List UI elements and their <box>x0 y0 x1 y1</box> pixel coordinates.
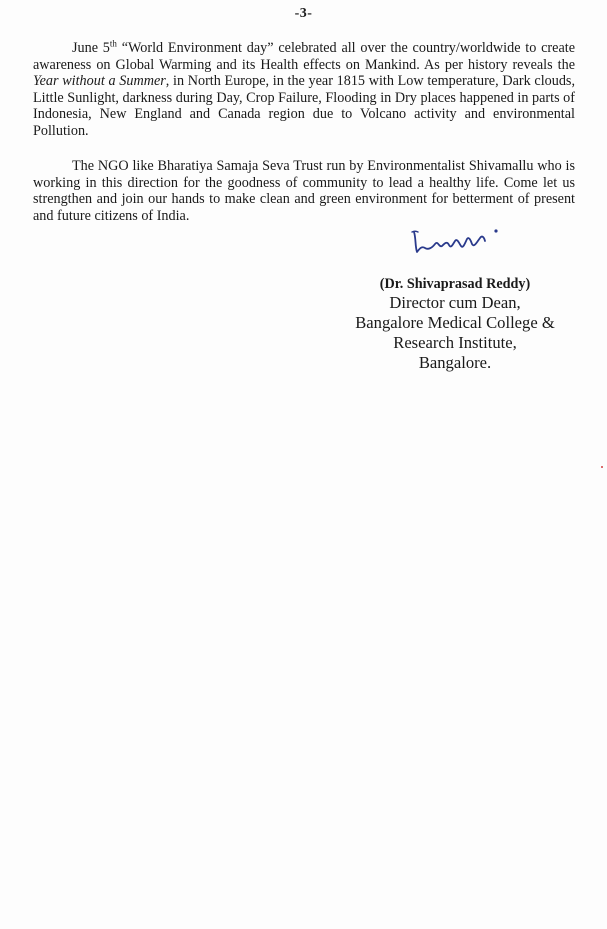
signatory-name: (Dr. Shivaprasad Reddy) <box>379 276 531 292</box>
signatory-org-line1: Bangalore Medical College & <box>355 313 555 332</box>
para1-lead: June 5 <box>72 40 110 56</box>
scan-speck <box>601 466 603 468</box>
para1-superscript: th <box>109 38 117 49</box>
signature-block <box>320 275 590 373</box>
page-number: -3- <box>294 6 313 21</box>
signatory-title: Director cum Dean, <box>389 293 521 312</box>
signatory-city: Bangalore. <box>418 353 492 372</box>
paragraph-ngo <box>33 158 575 224</box>
para2-text: The NGO like Bharatiya Samaja Seva Trust run by Environmentalist Shivamallu who is working in this direction for the goodness of community to lead a healthy life. Come let us strengthen and join our hands to make clean and green environment for betterment of present and future citizens of India. <box>33 158 575 224</box>
signatory-org-line2: Research Institute, <box>393 333 517 352</box>
para1-text: “World Environment day” celebrated all over the country/worldwide to create awareness on Global Warming and its Health effects on Mankind. As per history reveals the <box>33 40 575 73</box>
para1-rest: , in North Europe, in the year 1815 with Low temperature, Dark clouds, Little Sunlight, darkness during Day, Crop Failure, Flooding in Dry places happened in parts of Indonesia, New England and Canada region due to Volcano activity and environmental Pollution. <box>33 73 575 139</box>
para1-italic-phrase: Year without a Summer <box>33 73 166 90</box>
paragraph-environment-day <box>33 40 575 140</box>
handwritten-signature <box>408 222 518 256</box>
